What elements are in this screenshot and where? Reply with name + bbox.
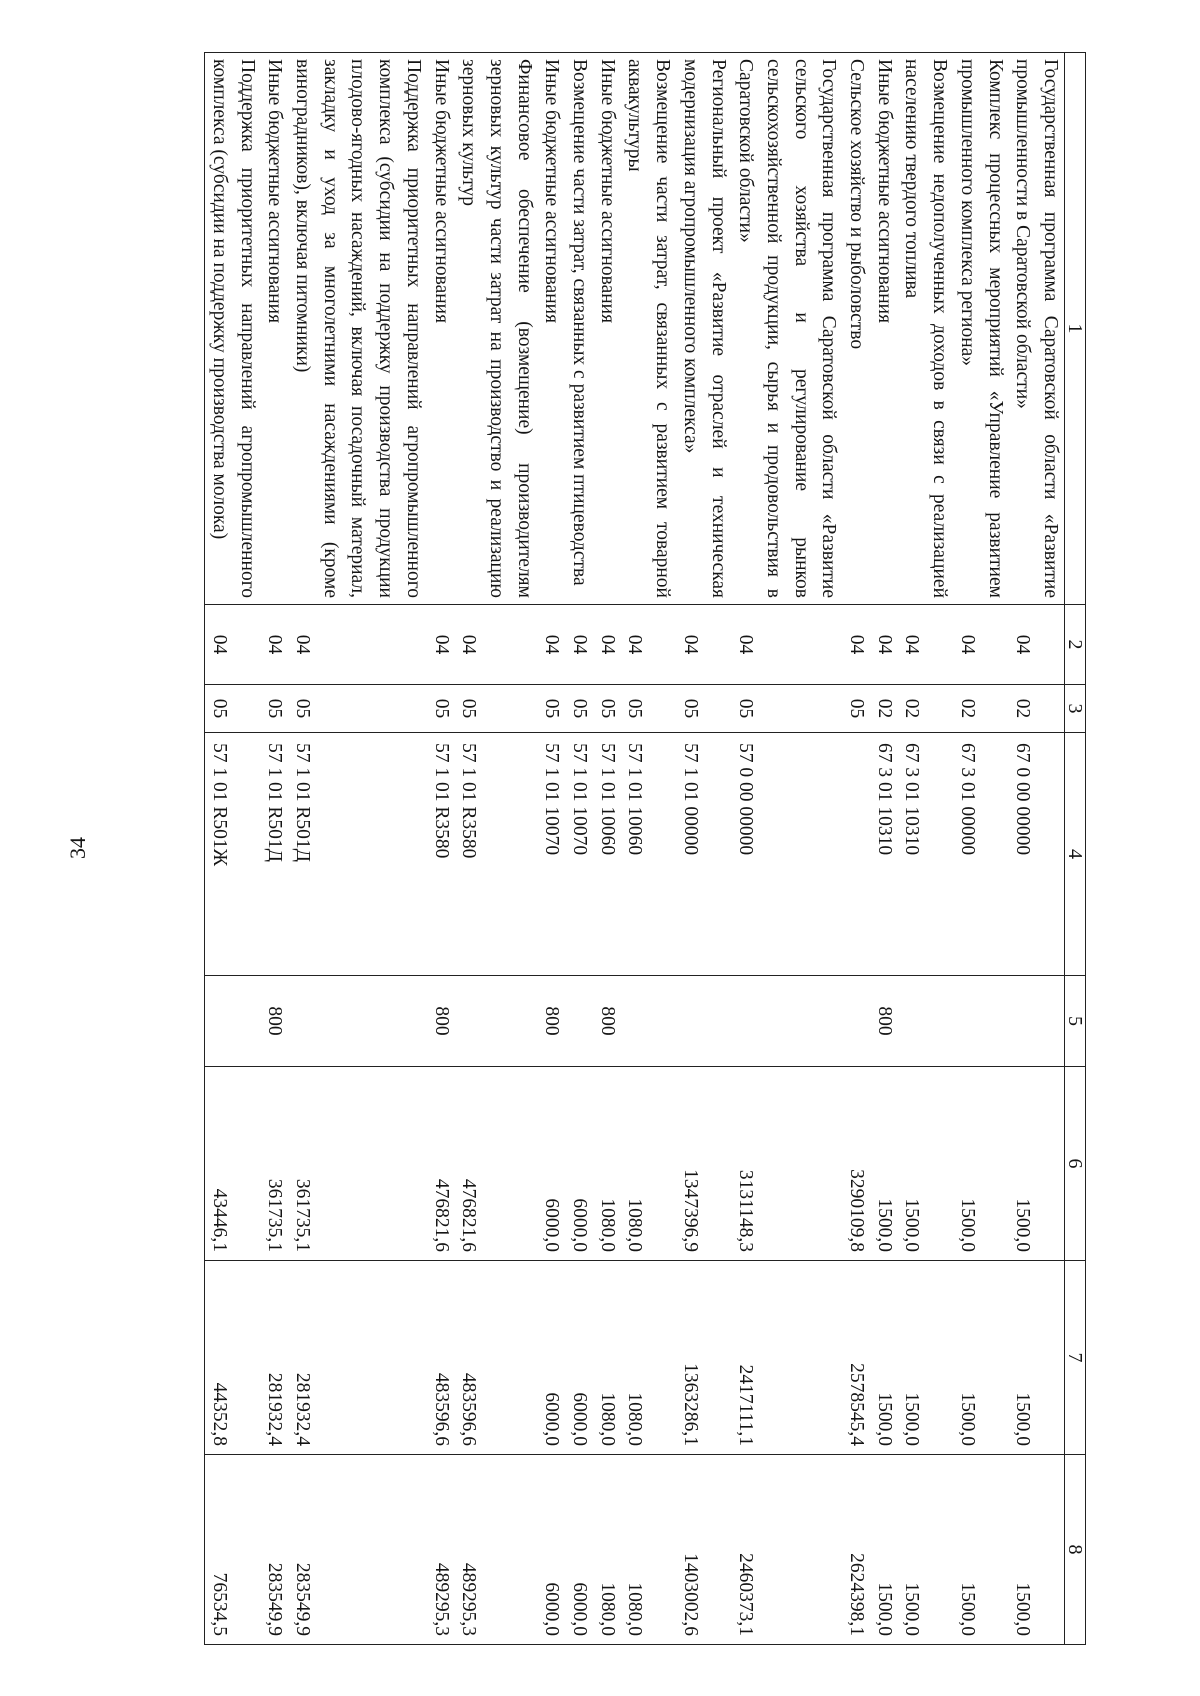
- cell-amount-6: 1500,0: [870, 1067, 898, 1261]
- table-row: [898, 53, 953, 1645]
- budget-table: [204, 52, 1086, 1645]
- table-row: [205, 53, 261, 1645]
- cell-expense-type: [205, 976, 261, 1067]
- cell-section: 04: [538, 605, 566, 685]
- cell-target-article: 57 1 01 10060: [621, 733, 676, 976]
- cell-amount-7: 281932,4: [261, 1261, 289, 1455]
- cell-amount-6: 3131148,3: [732, 1067, 843, 1261]
- cell-expense-type: [621, 976, 676, 1067]
- cell-amount-8: 489295,3: [455, 1455, 538, 1645]
- cell-amount-7: 6000,0: [538, 1261, 566, 1455]
- cell-subsection: 02: [1009, 685, 1065, 733]
- cell-amount-6: 361735,1: [261, 1067, 289, 1261]
- row-name: Иные бюджетные ассигнования: [593, 53, 621, 605]
- row-name: Поддержка приоритетных направлений агропромышленного комплекса (субсидии на поддержку производства молока): [205, 53, 261, 605]
- cell-target-article: 57 1 01 R3580: [455, 733, 538, 976]
- column-header: 5: [1065, 976, 1086, 1067]
- cell-section: 04: [898, 605, 953, 685]
- cell-subsection: 05: [205, 685, 261, 733]
- column-header: 6: [1065, 1067, 1086, 1261]
- cell-subsection: 05: [842, 685, 870, 733]
- cell-amount-7: 1080,0: [621, 1261, 676, 1455]
- cell-section: 04: [1009, 605, 1065, 685]
- cell-amount-7: 44352,8: [205, 1261, 261, 1455]
- cell-amount-7: 1500,0: [898, 1261, 953, 1455]
- cell-subsection: 05: [261, 685, 289, 733]
- cell-amount-8: 283549,9: [288, 1455, 427, 1645]
- cell-expense-type: [1009, 976, 1065, 1067]
- row-name: Иные бюджетные ассигнования: [538, 53, 566, 605]
- cell-amount-6: 6000,0: [565, 1067, 593, 1261]
- cell-section: 04: [621, 605, 676, 685]
- row-name: Возмещение части затрат, связанных с развитием товарной аквакультуры: [621, 53, 676, 605]
- cell-amount-8: 489295,3: [427, 1455, 455, 1645]
- column-header: 3: [1065, 685, 1086, 733]
- cell-target-article: 67 3 01 10310: [870, 733, 898, 976]
- cell-amount-6: 3290109,8: [842, 1067, 870, 1261]
- column-header: 4: [1065, 733, 1086, 976]
- cell-amount-8: 2460373,1: [732, 1455, 843, 1645]
- cell-section: 04: [455, 605, 538, 685]
- cell-amount-7: 2578545,4: [842, 1261, 870, 1455]
- cell-target-article: 57 1 01 00000: [676, 733, 731, 976]
- cell-amount-7: 1500,0: [953, 1261, 1008, 1455]
- table-row: [538, 53, 566, 1645]
- cell-target-article: 57 0 00 00000: [732, 733, 843, 976]
- cell-expense-type: [732, 976, 843, 1067]
- cell-expense-type: 800: [427, 976, 455, 1067]
- cell-target-article: 57 1 01 R501Ж: [205, 733, 261, 976]
- column-header: 8: [1065, 1455, 1086, 1645]
- cell-target-article: 57 1 01 10060: [593, 733, 621, 976]
- cell-section: 04: [732, 605, 843, 685]
- table-row: [427, 53, 455, 1645]
- cell-amount-7: 483596,6: [455, 1261, 538, 1455]
- cell-amount-8: 76534,5: [205, 1455, 261, 1645]
- row-name: Возмещение части затрат, связанных с развитием птицеводства: [565, 53, 593, 605]
- cell-expense-type: [898, 976, 953, 1067]
- row-name: Финансовое обеспечение (возмещение) производителям зерновых культур части затрат на производство и реализацию зерновых культур: [455, 53, 538, 605]
- cell-amount-6: 361735,1: [288, 1067, 427, 1261]
- column-header: 1: [1065, 53, 1086, 605]
- row-name: Сельское хозяйство и рыболовство: [842, 53, 870, 605]
- cell-section: 04: [676, 605, 731, 685]
- cell-amount-8: 1080,0: [621, 1455, 676, 1645]
- cell-amount-7: 1500,0: [1009, 1261, 1065, 1455]
- table-row: [455, 53, 538, 1645]
- row-name: Региональный проект «Развитие отраслей и техническая модернизация агропромышленного комплекса»: [676, 53, 731, 605]
- cell-expense-type: [455, 976, 538, 1067]
- cell-amount-8: 6000,0: [538, 1455, 566, 1645]
- cell-target-article: 57 1 01 R501Д: [261, 733, 289, 976]
- cell-subsection: 05: [593, 685, 621, 733]
- cell-amount-6: 476821,6: [427, 1067, 455, 1261]
- cell-section: 04: [205, 605, 261, 685]
- table-row: [676, 53, 731, 1645]
- cell-amount-8: 1080,0: [593, 1455, 621, 1645]
- cell-target-article: 57 1 01 R3580: [427, 733, 455, 976]
- row-name: Иные бюджетные ассигнования: [261, 53, 289, 605]
- cell-subsection: 05: [538, 685, 566, 733]
- cell-subsection: 02: [898, 685, 953, 733]
- table-row: [953, 53, 1008, 1645]
- table-row: [621, 53, 676, 1645]
- cell-amount-7: 2417111,1: [732, 1261, 843, 1455]
- table-row: [593, 53, 621, 1645]
- rotated-page-content: [148, 52, 1086, 1644]
- cell-amount-6: 1347396,9: [676, 1067, 731, 1261]
- row-name: Иные бюджетные ассигнования: [427, 53, 455, 605]
- cell-amount-6: 43446,1: [205, 1067, 261, 1261]
- cell-amount-6: 1080,0: [621, 1067, 676, 1261]
- table-row: [870, 53, 898, 1645]
- cell-section: 04: [427, 605, 455, 685]
- cell-amount-7: 1363286,1: [676, 1261, 731, 1455]
- cell-amount-8: 1500,0: [870, 1455, 898, 1645]
- cell-target-article: 57 1 01 10070: [538, 733, 566, 976]
- row-name: Поддержка приоритетных направлений агропромышленного комплекса (субсидии на поддержку производства продукции плодово-ягодных насаждений, включая посадочный материал, закладку и уход за многолетними насаждениями (кроме виноградников), включая питомники): [288, 53, 427, 605]
- cell-amount-7: 483596,6: [427, 1261, 455, 1455]
- cell-subsection: 05: [427, 685, 455, 733]
- cell-expense-type: [676, 976, 731, 1067]
- column-header: 7: [1065, 1261, 1086, 1455]
- cell-section: 04: [261, 605, 289, 685]
- table-row: [732, 53, 843, 1645]
- row-name: Государственная программа Саратовской области «Развитие промышленности в Саратовской области»: [1009, 53, 1065, 605]
- cell-subsection: 02: [870, 685, 898, 733]
- table-row: [1009, 53, 1065, 1645]
- row-name: Иные бюджетные ассигнования: [870, 53, 898, 605]
- cell-section: 04: [288, 605, 427, 685]
- row-name: Комплекс процессных мероприятий «Управление развитием промышленного комплекса региона»: [953, 53, 1008, 605]
- cell-target-article: 67 3 01 00000: [953, 733, 1008, 976]
- table-row: [842, 53, 870, 1645]
- cell-amount-6: 1500,0: [898, 1067, 953, 1261]
- row-name: Возмещение недополученных доходов в связи с реализацией населению твердого топлива: [898, 53, 953, 605]
- cell-section: 04: [593, 605, 621, 685]
- cell-amount-7: 281932,4: [288, 1261, 427, 1455]
- cell-amount-8: 2624398,1: [842, 1455, 870, 1645]
- cell-expense-type: 800: [538, 976, 566, 1067]
- cell-section: 04: [870, 605, 898, 685]
- cell-subsection: 02: [953, 685, 1008, 733]
- cell-subsection: 05: [455, 685, 538, 733]
- cell-amount-8: 1500,0: [953, 1455, 1008, 1645]
- cell-subsection: 05: [732, 685, 843, 733]
- cell-expense-type: 800: [593, 976, 621, 1067]
- cell-section: 04: [565, 605, 593, 685]
- cell-target-article: 67 3 01 10310: [898, 733, 953, 976]
- cell-expense-type: [953, 976, 1008, 1067]
- cell-expense-type: [842, 976, 870, 1067]
- cell-expense-type: [288, 976, 427, 1067]
- cell-target-article: 57 1 01 10070: [565, 733, 593, 976]
- cell-amount-8: 1403002,6: [676, 1455, 731, 1645]
- cell-amount-8: 1500,0: [898, 1455, 953, 1645]
- cell-amount-7: 6000,0: [565, 1261, 593, 1455]
- cell-amount-7: 1500,0: [870, 1261, 898, 1455]
- cell-subsection: 05: [288, 685, 427, 733]
- cell-amount-6: 6000,0: [538, 1067, 566, 1261]
- cell-target-article: 57 1 01 R501Д: [288, 733, 427, 976]
- cell-expense-type: [565, 976, 593, 1067]
- cell-amount-7: 1080,0: [593, 1261, 621, 1455]
- table-row: [288, 53, 427, 1645]
- cell-amount-6: 1500,0: [953, 1067, 1008, 1261]
- cell-target-article: [842, 733, 870, 976]
- column-header: 2: [1065, 605, 1086, 685]
- table-row: [261, 53, 289, 1645]
- cell-expense-type: 800: [261, 976, 289, 1067]
- cell-subsection: 05: [676, 685, 731, 733]
- table-header-row: [1065, 53, 1086, 1645]
- cell-amount-6: 1500,0: [1009, 1067, 1065, 1261]
- cell-amount-6: 476821,6: [455, 1067, 538, 1261]
- cell-subsection: 05: [621, 685, 676, 733]
- cell-amount-8: 6000,0: [565, 1455, 593, 1645]
- cell-section: 04: [953, 605, 1008, 685]
- page-number: 34: [65, 837, 90, 859]
- cell-amount-8: 1500,0: [1009, 1455, 1065, 1645]
- cell-amount-8: 283549,9: [261, 1455, 289, 1645]
- cell-amount-6: 1080,0: [593, 1067, 621, 1261]
- row-name: Государственная программа Саратовской области «Развитие сельского хозяйства и регулирование рынков сельскохозяйственной продукции, сырья и продовольствия в Саратовской области»: [732, 53, 843, 605]
- cell-subsection: 05: [565, 685, 593, 733]
- cell-target-article: 67 0 00 00000: [1009, 733, 1065, 976]
- table-row: [565, 53, 593, 1645]
- cell-section: 04: [842, 605, 870, 685]
- cell-expense-type: 800: [870, 976, 898, 1067]
